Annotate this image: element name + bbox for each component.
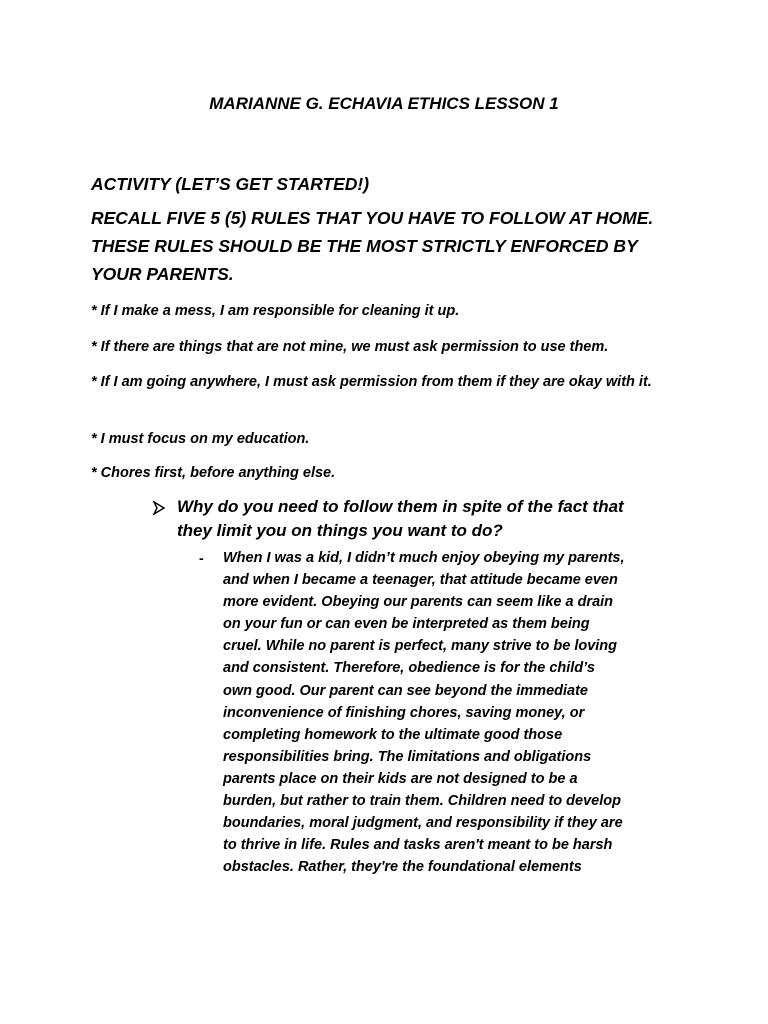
dash-bullet: - bbox=[199, 550, 204, 566]
rule-item: * If I make a mess, I am responsible for cleaning it up. bbox=[91, 303, 460, 319]
answer-text: When I was a kid, I didn’t much enjoy obeying my parents, and when I became a teenager, that attitude became even more evident. Obeying our parents can seem like a drain on your fun or can even be interpreted as them being cruel. While no parent is perfect, many strive to be loving and consistent. Therefore, obedience is for the child’s own good. Our parent can see beyond the immediate inconvenience of finishing chores, saving money, or completing homework to the ultimate good those responsibilities bring. The limitations and obligations parents place on their kids are not designed to be a burden, but rather to train them. Children need to develop boundaries, moral judgment, and responsibility if they are to thrive in life. Rules and tasks aren't meant to be harsh obstacles. Rather, they're the foundational elements bbox=[223, 550, 625, 876]
question-text: Why do you need to follow them in spite of the fact that they limit you on things you want to do? bbox=[177, 497, 624, 540]
rule-item: * Chores first, before anything else. bbox=[91, 465, 336, 481]
rule-item: * I must focus on my education. bbox=[91, 431, 310, 447]
arrow-bullet-icon bbox=[153, 501, 165, 515]
activity-heading: ACTIVITY (LET’S GET STARTED!) bbox=[91, 174, 370, 194]
instruction-heading: RECALL FIVE 5 (5) RULES THAT YOU HAVE TO FOLLOW AT HOME. THESE RULES SHOULD BE THE MOST STRICTLY ENFORCED BY YOUR PARENTS. bbox=[91, 208, 654, 284]
rule-item: * If I am going anywhere, I must ask permission from them if they are okay with it. bbox=[91, 374, 652, 390]
document-title: MARIANNE G. ECHAVIA ETHICS LESSON 1 bbox=[209, 94, 559, 113]
rule-item: * If there are things that are not mine, we must ask permission to use them. bbox=[91, 339, 609, 355]
